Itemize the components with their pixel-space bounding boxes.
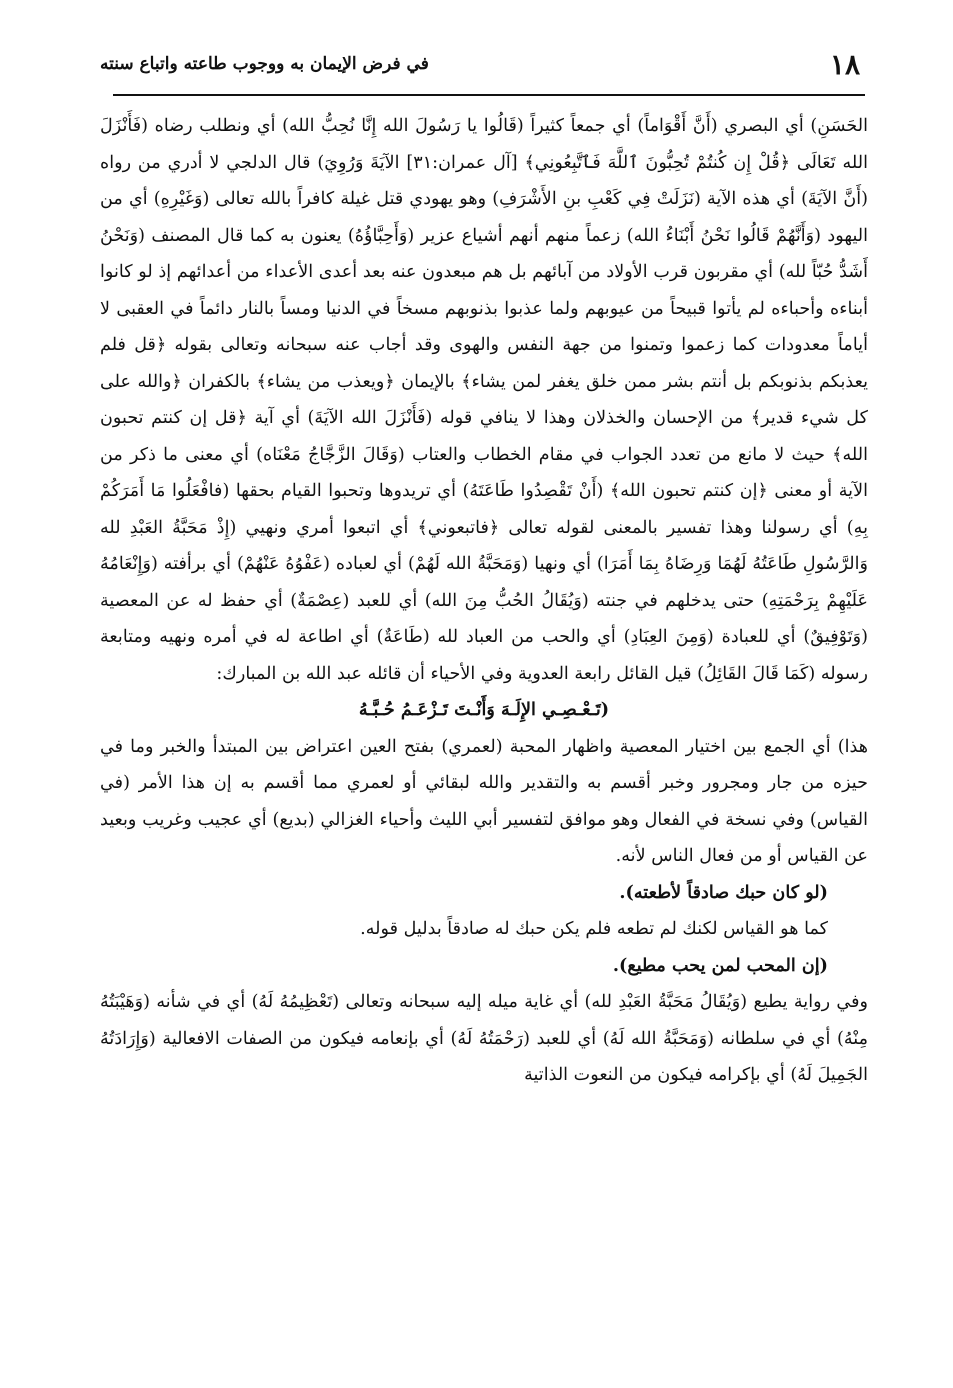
paragraph-1: الحَسَنِ) أي البصري (أَنَّ أَقْوَاماً) أي جمعاً كثيراً (قَالُوا يا رَسُولَ الله إِنَّا نُحِبُّ الله) أي ونطلب رضاه (فَأَنْزَلَ الله تَعَالَى ﴿قُلْ إِن كُنتُمْ تُحِبُّونَ ٱللَّهَ فَٱتَّبِعُونِي﴾ [آل عمران:٣١] الآيَةَ وَرُوِيَ) قال الدلجي لا أدري من رواه (أَنَّ الآيَةَ) أي هذه الآية (نَزَلَتْ فِي كَعْبِ بنِ الأَشْرَفِ) وهو يهودي قتل غيلة كافراً بالله تعالى (وَغَيْرِهِ) أي من اليهود (وَأَنَّهُمْ قَالُوا نَحْنُ أَبْنَاءُ الله) زعماً منهم أنهم أشياع عزير (وَأَحِبَّاؤُهُ) يعنون به كما قال المصنف (وَنَحْنُ أَشَدُّ حُبّاً لله) أي مقربون قرب الأولاد من آبائهم بل هم مبعدون عنه بعد أعدى الأعداء من أعدائهم إذ لو كانوا أبناءه وأحباءه لم يأتوا قبيحاً من عيوبهم ولما عذبوا بذنوبهم مسخاً في الدنيا ومساً بالنار دائماً في العقبى لا أياماً معدودات كما زعموا وتمنوا من جهة النفس والهوى وقد أجاب عنه سبحانه وتعالى بقوله ﴿قل فلم يعذبكم بذنوبكم بل أنتم بشر ممن خلق يغفر لمن يشاء﴾ بالإيمان ﴿ويعذب من يشاء﴾ بالكفران ﴿والله على كل شيء قدير﴾ من الإحسان والخذلان وهذا لا ينافي قوله (فَأَنْزَلَ الله الآيَةَ) أي آية ﴿قل إن كنتم تحبون الله﴾ حيث لا مانع من تعدد الجواب في مقام الخطاب والعتاب (وَقَالَ الزَّجَّاجُ مَعْنَاه) أي معنى ما ذكر من الآية أو معنى ﴿إن كنتم تحبون الله﴾ (أَنْ تَقْصِدُوا طَاعَتَهُ) أي تريدوها وتحبوا القيام بحقها (فافْعَلُوا مَا أَمَرَكُمْ بِهِ) أي رسولنا وهذا تفسير بالمعنى لقوله تعالى ﴿فاتبعوني﴾ أي اتبعوا أمري ونهيي (إِذْ مَحَبَّةُ العَبْدِ لله وَالرَّسُولِ طَاعَتُهُ لَهُمَا وَرِضَاهُ بِمَا أَمَرَا) أي ونهيا (وَمَحَبَّةُ الله لَهُمْ) أي لعباده (عَفْوُهُ عَنْهُمْ) أي برأفته (وَإِنْعَامُهُ عَلَيْهِمْ بِرَحْمَتِهِ) حتى يدخلهم في جنته (وَيُقَالُ الحُبُّ مِنَ الله) أي للعبد (عِصْمَةٌ) أي حفظ له عن المعصية (وَتَوْفِيقٌ) أي للعبادة (وَمِنَ العِبَادِ) أي والحب من العباد لله (طَاعَةٌ) أي اطاعة له في أمره ونهيه ومتابعة رسوله (كَمَا قَالَ القَائِلُ) قيل القائل رابعة العدوية وفي الأحياء أن قائله عبد الله بن المبارك: <box>100 116 868 684</box>
page-header <box>100 48 860 90</box>
paragraph-3: كما هو القياس لكنك لم تطعه فلم يكن حبك له صادقاً بدليل قوله. <box>360 919 828 939</box>
page-number: ١٨ <box>829 48 860 81</box>
chapter-title: في فرض الإيمان به ووجوب طاعته واتباع سنته <box>100 54 429 74</box>
paragraph-4: وفي رواية يطيع (وَيُقَالُ مَحَبَّةُ العَبْدِ لله) أي غاية ميله إليه سبحانه وتعالى (تَعْظِيمُهُ لَهُ) أي في شأنه (وَهَيْبَتُهُ مِنْهُ) أي في سلطانه (وَمَحَبَّةُ الله لَهُ) أي للعبد (رَحْمَتُهُ لَهُ) أي بإنعامه فيكون من الصفات الافعالية (وَإِرَادَتُهُ الجَمِيلَ لَهُ) أي بإكرامه فيكون من النعوت الذاتية <box>100 992 868 1085</box>
header-rule <box>113 94 865 96</box>
quote-line-2: (إن المحب لمن يحب مطيع). <box>612 954 828 976</box>
paragraph-2: هذا) أي الجمع بين اختيار المعصية واظهار المحبة (لعمري) بفتح العين اعتراض بين المبتدأ والخبر وما في حيزه من جار ومجرور وخبر أقسم به والتقدير والله لبقائي أو لعمري مما أقسم به إن هذا الأمر (في القياس) وفي نسخة في الفعال وهو موافق لتفسير أبي الليث وأحياء الغزالي (بديع) أي عجيب وغريب وبعيد عن القياس أو من فعال الناس لأنه. <box>100 736 868 866</box>
poem-verse: (تَـعْـصِـي الإِلَـهَ وَأَنْـتَ تَـزْعَـمُ حُـبَّـهُ <box>358 699 610 720</box>
page-body <box>100 108 868 1094</box>
quote-line-1: (لو كان حبك صادقاً لأطعته). <box>619 881 828 903</box>
